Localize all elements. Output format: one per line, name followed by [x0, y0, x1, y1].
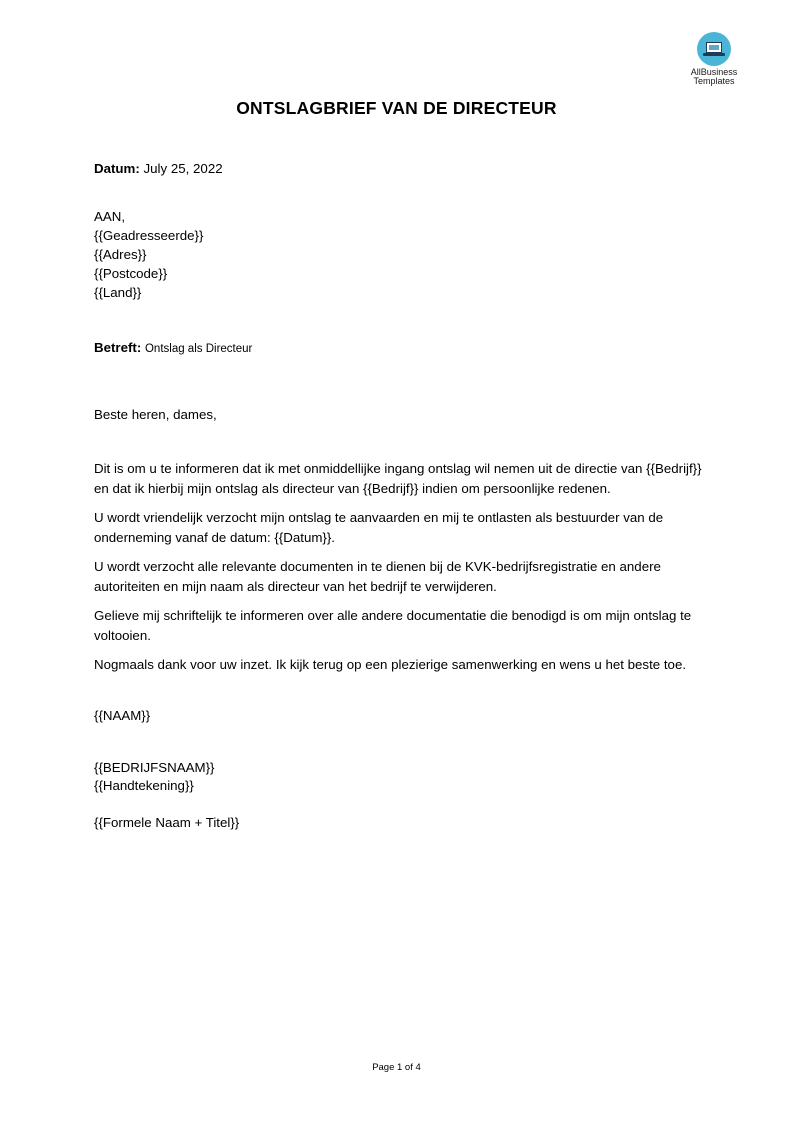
- date-line: [94, 159, 223, 178]
- logo-line-2: Templates: [693, 76, 735, 86]
- paragraph-4: Gelieve mij schriftelijk te informeren over alle andere documentatie die benodigd is om mijn ontslag te voltooien.: [94, 608, 692, 643]
- date-value: July 25, 2022: [143, 161, 223, 176]
- logo-line-1: AllBusiness: [690, 67, 738, 77]
- laptop-icon: [697, 32, 731, 66]
- paragraph-2: U wordt vriendelijk verzocht mijn ontslag te aanvaarden en mij te ontlasten als bestuurder van de onderneming vanaf de datum: {{Datum}}.: [94, 510, 664, 545]
- recipient-postcode: {{Postcode}}: [94, 266, 168, 281]
- subject-label: Betreft:: [94, 340, 142, 355]
- paragraph-1: Dit is om u te informeren dat ik met onmiddellijke ingang ontslag wil nemen uit de directie van {{Bedrijf}} en dat ik hierbij mijn ontslag als directeur van {{Bedrijf}} indien om persoonlijke redenen.: [94, 461, 702, 496]
- signature-name: {{NAAM}}: [94, 708, 151, 723]
- recipient-addressee: {{Geadresseerde}}: [94, 228, 204, 243]
- page-number: Page 1 of 4: [372, 1062, 421, 1073]
- recipient-address: {{Adres}}: [94, 247, 147, 262]
- signature-company: {{BEDRIJFSNAAM}}: [94, 760, 215, 775]
- subject-line: [94, 338, 252, 359]
- paragraph-5: Nogmaals dank voor uw inzet. Ik kijk terug op een plezierige samenwerking en wens u het beste toe.: [94, 657, 687, 672]
- document-title: ONTSLAGBRIEF VAN DE DIRECTEUR: [236, 98, 557, 118]
- paragraph-3: U wordt verzocht alle relevante documenten in te dienen bij de KVK-bedrijfsregistratie en andere autoriteiten en mijn naam als directeur van het bedrijf te verwijderen.: [94, 559, 661, 594]
- recipient-to: AAN,: [94, 209, 126, 224]
- salutation: Beste heren, dames,: [94, 407, 217, 422]
- signature-handtekening: {{Handtekening}}: [94, 778, 194, 793]
- subject-value: Ontslag als Directeur: [144, 343, 253, 355]
- date-label: Datum:: [94, 161, 140, 176]
- recipient-country: {{Land}}: [94, 285, 142, 300]
- signature-formal-name: {{Formele Naam + Titel}}: [94, 815, 240, 830]
- allbusiness-logo: [676, 32, 752, 86]
